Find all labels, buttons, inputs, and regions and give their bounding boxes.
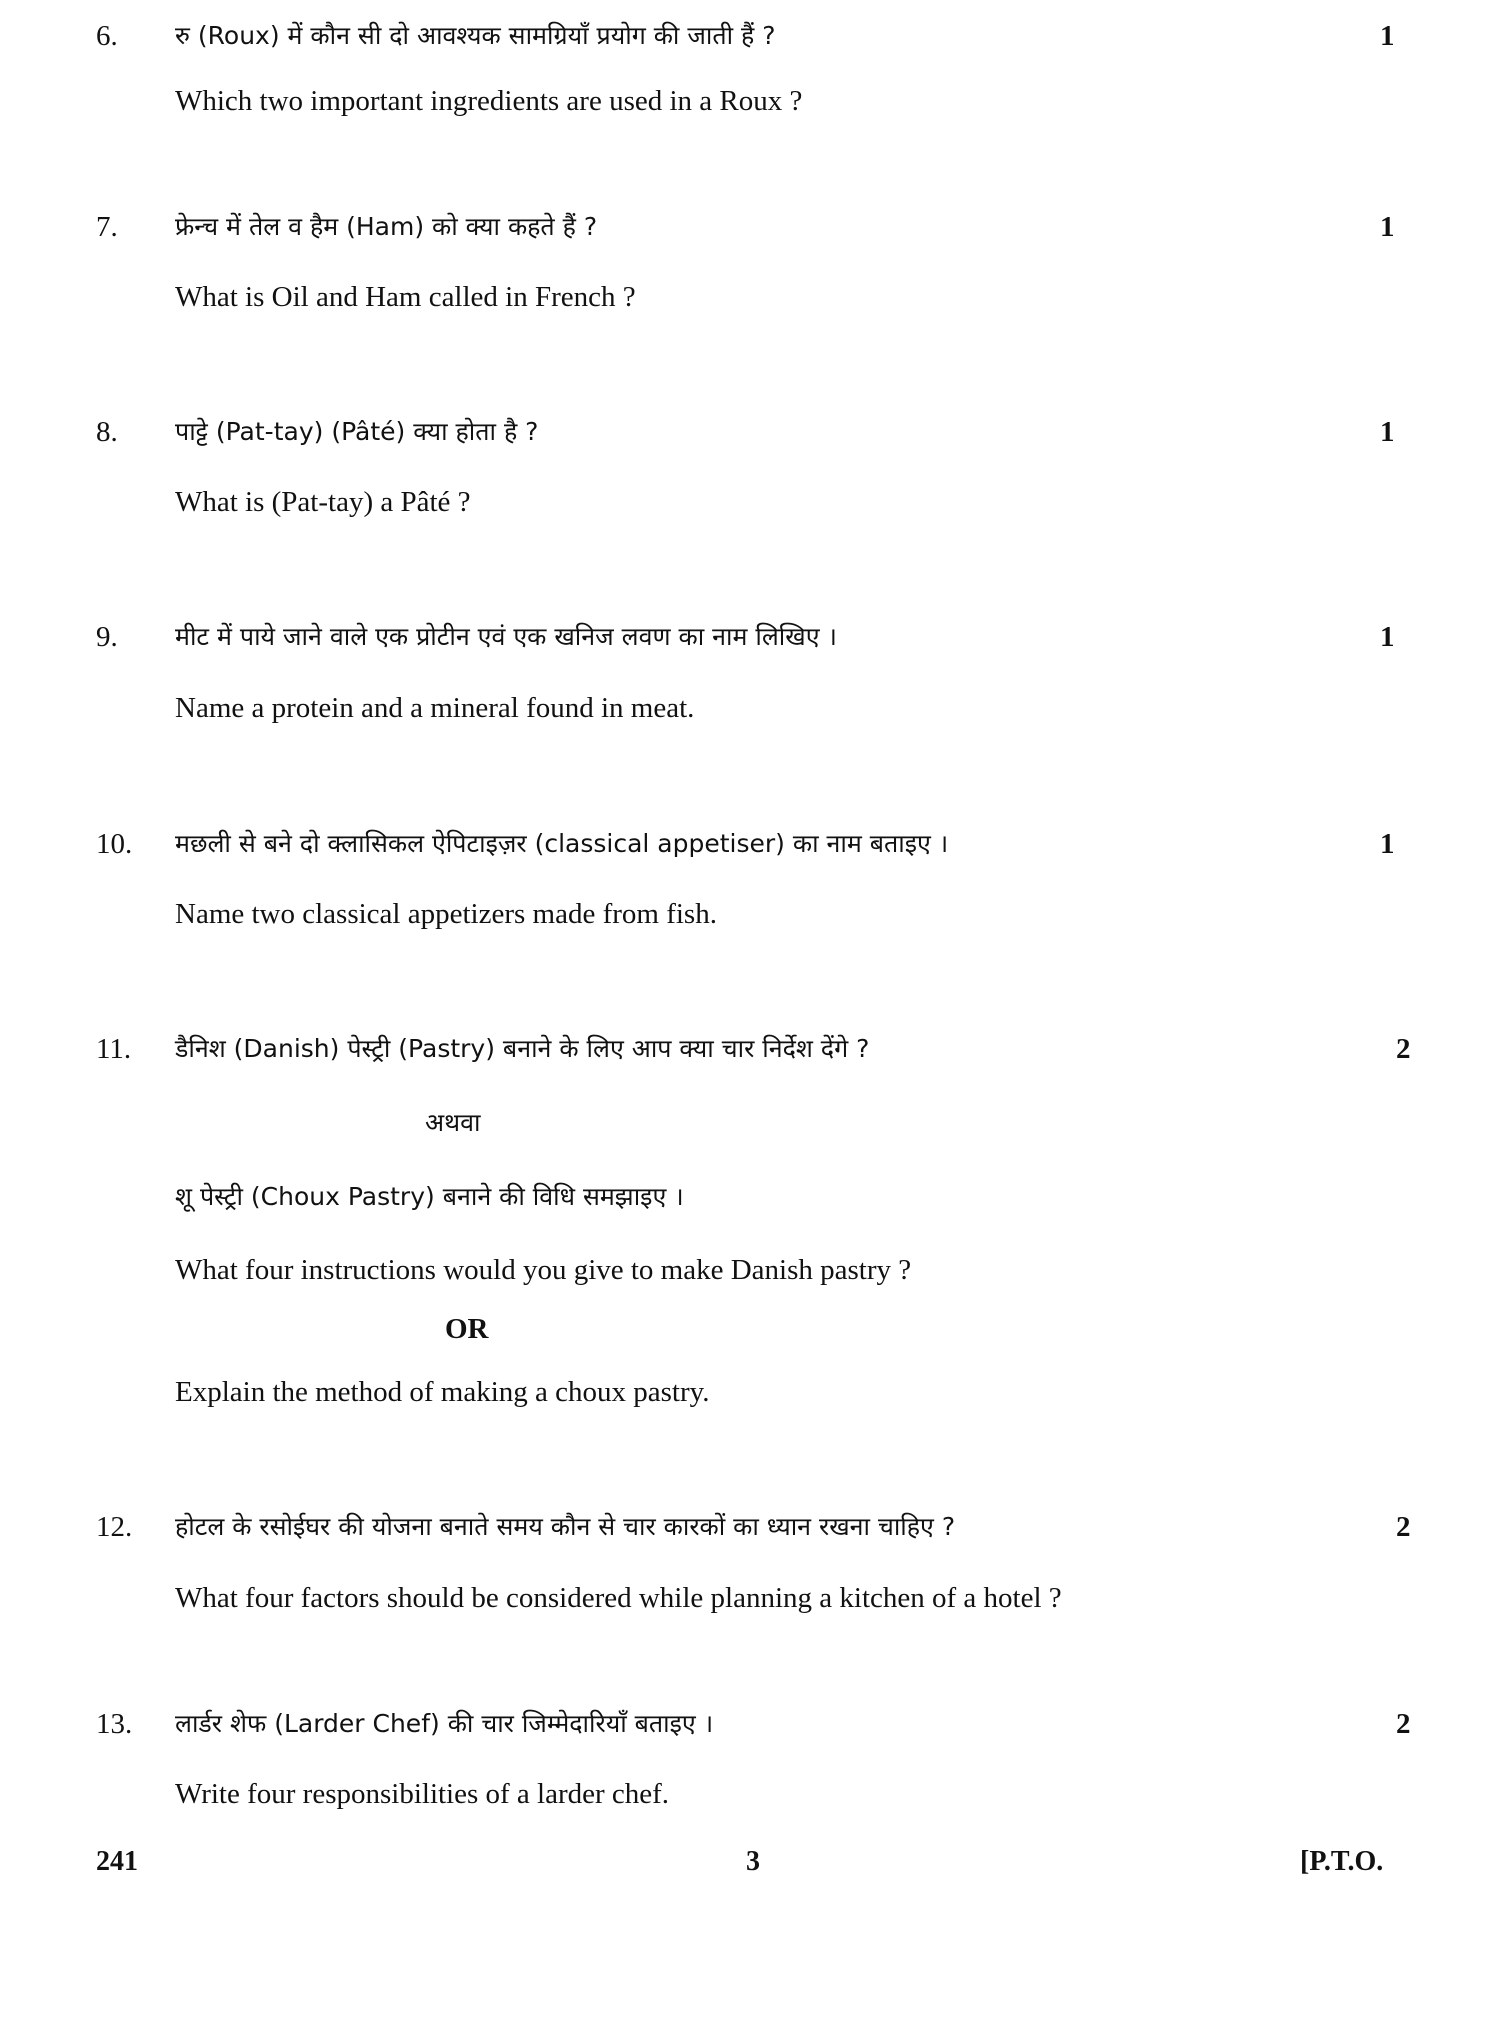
question-hindi: मीट में पाये जाने वाले एक प्रोटीन एवं एक खनिज लवण का नाम लिखिए । [175, 622, 837, 651]
or-separator: OR [445, 1313, 489, 1345]
marks: 1 [1380, 621, 1395, 653]
question-hindi: मछली से बने दो क्लासिकल ऐपिटाइज़र (classical appetiser) का नाम बताइए । [175, 829, 949, 858]
question-number: 13. [96, 1708, 133, 1740]
question-hindi: पाट्टे (Pat-tay) (Pâté) क्या होता है ? [175, 417, 539, 446]
question-english: What four factors should be considered while planning a kitchen of a hotel ? [175, 1582, 1062, 1614]
question-hindi-alt: शू पेस्ट्री (Choux Pastry) बनाने की विधि समझाइए । [175, 1182, 684, 1211]
paper-code: 241 [96, 1846, 138, 1877]
or-separator-hindi: अथवा [425, 1108, 481, 1137]
page-number: 3 [746, 1846, 760, 1877]
please-turn-over: [P.T.O. [1300, 1846, 1384, 1877]
question-number: 10. [96, 828, 133, 860]
question-number: 8. [96, 416, 118, 448]
question-english: Name two classical appetizers made from fish. [175, 898, 717, 930]
question-english-alt: Explain the method of making a choux pastry. [175, 1376, 710, 1408]
marks: 2 [1396, 1708, 1411, 1740]
question-hindi: डैनिश (Danish) पेस्ट्री (Pastry) बनाने के लिए आप क्या चार निर्देश देंगे ? [175, 1034, 870, 1063]
question-number: 6. [96, 20, 118, 52]
question-number: 11. [96, 1033, 132, 1065]
marks: 2 [1396, 1033, 1411, 1065]
marks: 1 [1380, 20, 1395, 52]
question-number: 9. [96, 621, 118, 653]
question-hindi: लार्डर शेफ (Larder Chef) की चार जिम्मेदारियाँ बताइए । [175, 1709, 714, 1738]
question-english: What is Oil and Ham called in French ? [175, 281, 636, 313]
question-number: 7. [96, 211, 118, 243]
question-english: Name a protein and a mineral found in meat. [175, 692, 695, 724]
marks: 1 [1380, 416, 1395, 448]
question-number: 12. [96, 1511, 133, 1543]
marks: 1 [1380, 828, 1395, 860]
question-english: Write four responsibilities of a larder chef. [175, 1778, 670, 1810]
question-hindi: रु (Roux) में कौन सी दो आवश्यक सामग्रियाँ प्रयोग की जाती हैं ? [175, 21, 776, 50]
question-english: What four instructions would you give to make Danish pastry ? [175, 1254, 912, 1286]
question-english: What is (Pat-tay) a Pâté ? [175, 486, 471, 518]
question-english: Which two important ingredients are used in a Roux ? [175, 85, 803, 117]
question-hindi: फ्रेन्च में तेल व हैम (Ham) को क्या कहते हैं ? [175, 212, 598, 241]
question-hindi: होटल के रसोईघर की योजना बनाते समय कौन से चार कारकों का ध्यान रखना चाहिए ? [175, 1512, 956, 1541]
marks: 2 [1396, 1511, 1411, 1543]
marks: 1 [1380, 211, 1395, 243]
